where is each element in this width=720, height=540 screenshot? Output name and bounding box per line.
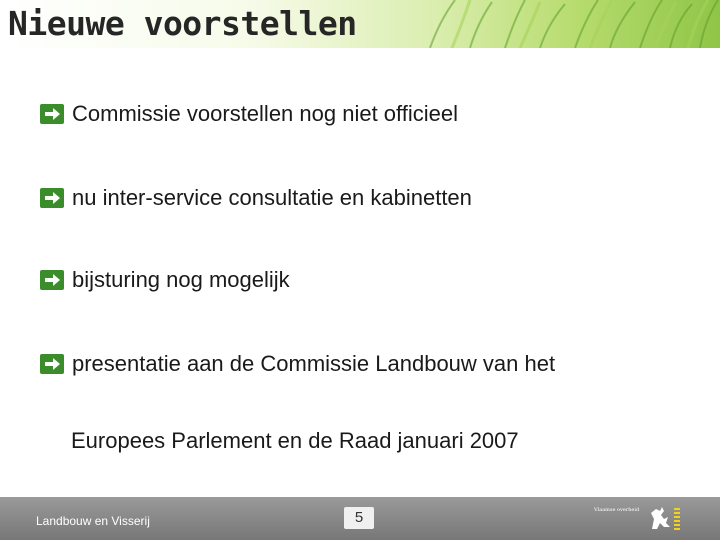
slide-title: Nieuwe voorstellen bbox=[8, 4, 357, 43]
footer-department: Landbouw en Visserij bbox=[36, 514, 150, 528]
bullet-text: bijsturing nog mogelijk bbox=[72, 267, 290, 292]
arrow-right-icon bbox=[40, 270, 64, 290]
bullet-text: Commissie voorstellen nog niet officieel bbox=[72, 101, 458, 126]
page-number: 5 bbox=[344, 507, 374, 529]
bullet-text: presentatie aan de Commissie Landbouw van het bbox=[72, 351, 556, 376]
arrow-right-icon bbox=[40, 104, 64, 124]
flemish-lion-icon bbox=[648, 505, 684, 533]
arrow-right-icon bbox=[40, 188, 64, 208]
vlaamse-overheid-logo bbox=[594, 505, 686, 533]
slide-footer bbox=[0, 497, 720, 540]
bullet-item bbox=[40, 268, 290, 292]
bullet-item bbox=[40, 186, 472, 210]
bullet-item bbox=[40, 352, 555, 376]
slide-header bbox=[0, 0, 720, 48]
logo-text: Vlaamse overheid bbox=[594, 507, 640, 513]
bullet-item bbox=[40, 102, 458, 126]
bullet-text: nu inter-service consultatie en kabinetten bbox=[72, 185, 472, 210]
arrow-right-icon bbox=[40, 354, 64, 374]
bullet-continuation: Europees Parlement en de Raad januari 2007 bbox=[71, 428, 519, 453]
